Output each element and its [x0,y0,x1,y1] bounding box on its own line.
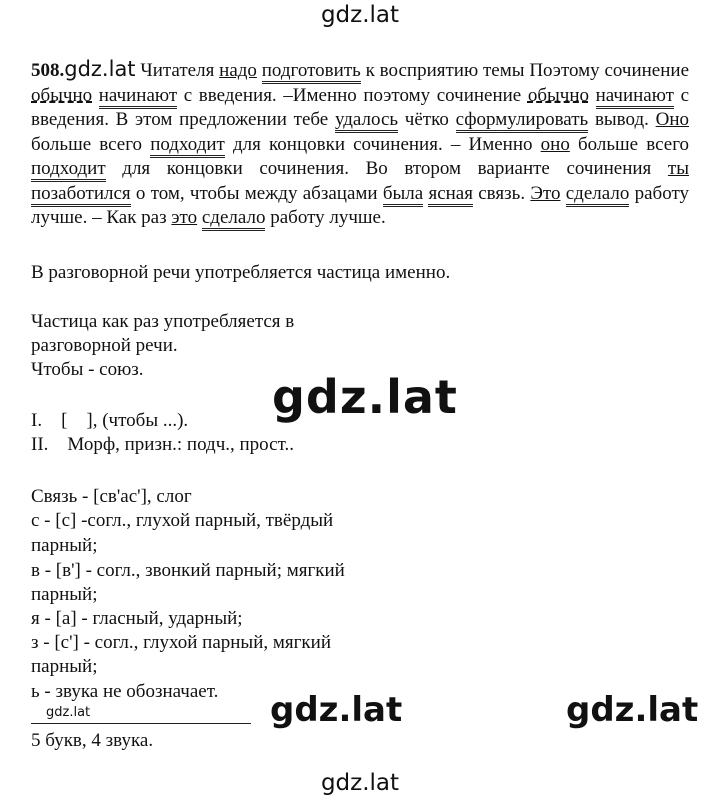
text-fragment: связь. [472,182,531,204]
underlined-word: обычно [31,84,93,106]
text-line: Связь - [св'ас'], слог [31,486,192,507]
text-line: з - [с'] - согл., глухой парный, мягкий [31,632,331,653]
text-fragment [560,183,565,204]
text-line: парный; [31,656,98,677]
text-line: Частица как раз употребляется в [31,311,295,332]
underlined-word: ты [667,158,689,179]
underlined-word: сделало [202,207,266,231]
text-fragment: больше всего [31,133,151,155]
text-line: В разговорной речи употребляется частица именно. [31,262,451,283]
text-line: II. Морф, призн.: подч., прост.. [31,434,294,455]
text-line: парный; [31,584,98,605]
underlined-word: позаботился [31,183,131,207]
watermark-top: gdz.lat [320,2,400,28]
text-fragment: работу лучше. [265,207,386,228]
underlined-word: подготовить [262,60,361,84]
text-line: ь - звука не обозначает. [31,681,219,702]
text-fragment: для концовки сочинения. – Именно [224,133,541,155]
text-line: парный; [31,535,98,556]
watermark-right-2: gdz.lat [566,690,699,730]
underlined-word: Это [530,182,561,204]
text-line: с - [с] -согл., глухой парный, твёрдый [31,510,334,531]
text-fragment: вывод. [588,109,656,130]
text-fragment [589,85,596,106]
watermark-small-left: gdz.lat [46,705,91,720]
text-fragment: к восприятию темы Поэтому сочинение [360,60,690,81]
underlined-word: удалось [335,109,398,133]
text-line: I. [ ], (чтобы ...). [31,410,189,431]
underlined-word: начинают [99,85,177,109]
underlined-word: подходит [150,134,225,158]
watermark-inline: gdz.lat [64,57,136,81]
underlined-word: это [171,207,198,228]
underlined-word: начинают [596,85,674,109]
exercise-number: 508. [31,60,65,81]
underlined-word: подходит [31,158,106,182]
underlined-word: была [383,183,423,207]
underlined-word: ясная [428,183,473,207]
text-fragment: для концовки сочинения. Во втором варианте сочинения [105,158,668,179]
text-line: разговорной речи. [31,335,178,356]
text-fragment: работу лучше. – Как раз [31,182,689,228]
text-fragment: Читателя [140,60,220,81]
underlined-word: оно [540,133,570,155]
watermark-right-1: gdz.lat [270,690,403,730]
text-fragment: с введения. В этом предложении тебе [31,84,689,130]
text-line: Чтобы - союз. [31,359,144,380]
text-fragment: о том, чтобы между абзацами [130,182,383,204]
divider-line [31,723,251,724]
underlined-word: обычно [527,84,589,106]
underlined-word: сформулировать [456,109,589,133]
text-fragment: чётко [398,109,456,130]
underlined-word: сделало [566,183,630,207]
text-line: в - [в'] - согл., звонкий парный; мягкий [31,560,345,581]
text-fragment: с введения. –Именно поэтому сочинение [177,84,528,106]
exercise-text [31,60,689,231]
text-fragment: больше всего [569,133,690,155]
exercise-paragraph [31,57,689,231]
underlined-word: Оно [655,109,689,130]
watermark-center: gdz.lat [272,370,458,424]
text-fragment [92,85,99,106]
underlined-word: надо [219,60,257,81]
text-line: я - [а] - гласный, ударный; [31,608,243,629]
text-line: 5 букв, 4 звука. [31,730,154,751]
watermark-bottom: gdz.lat [320,770,400,796]
